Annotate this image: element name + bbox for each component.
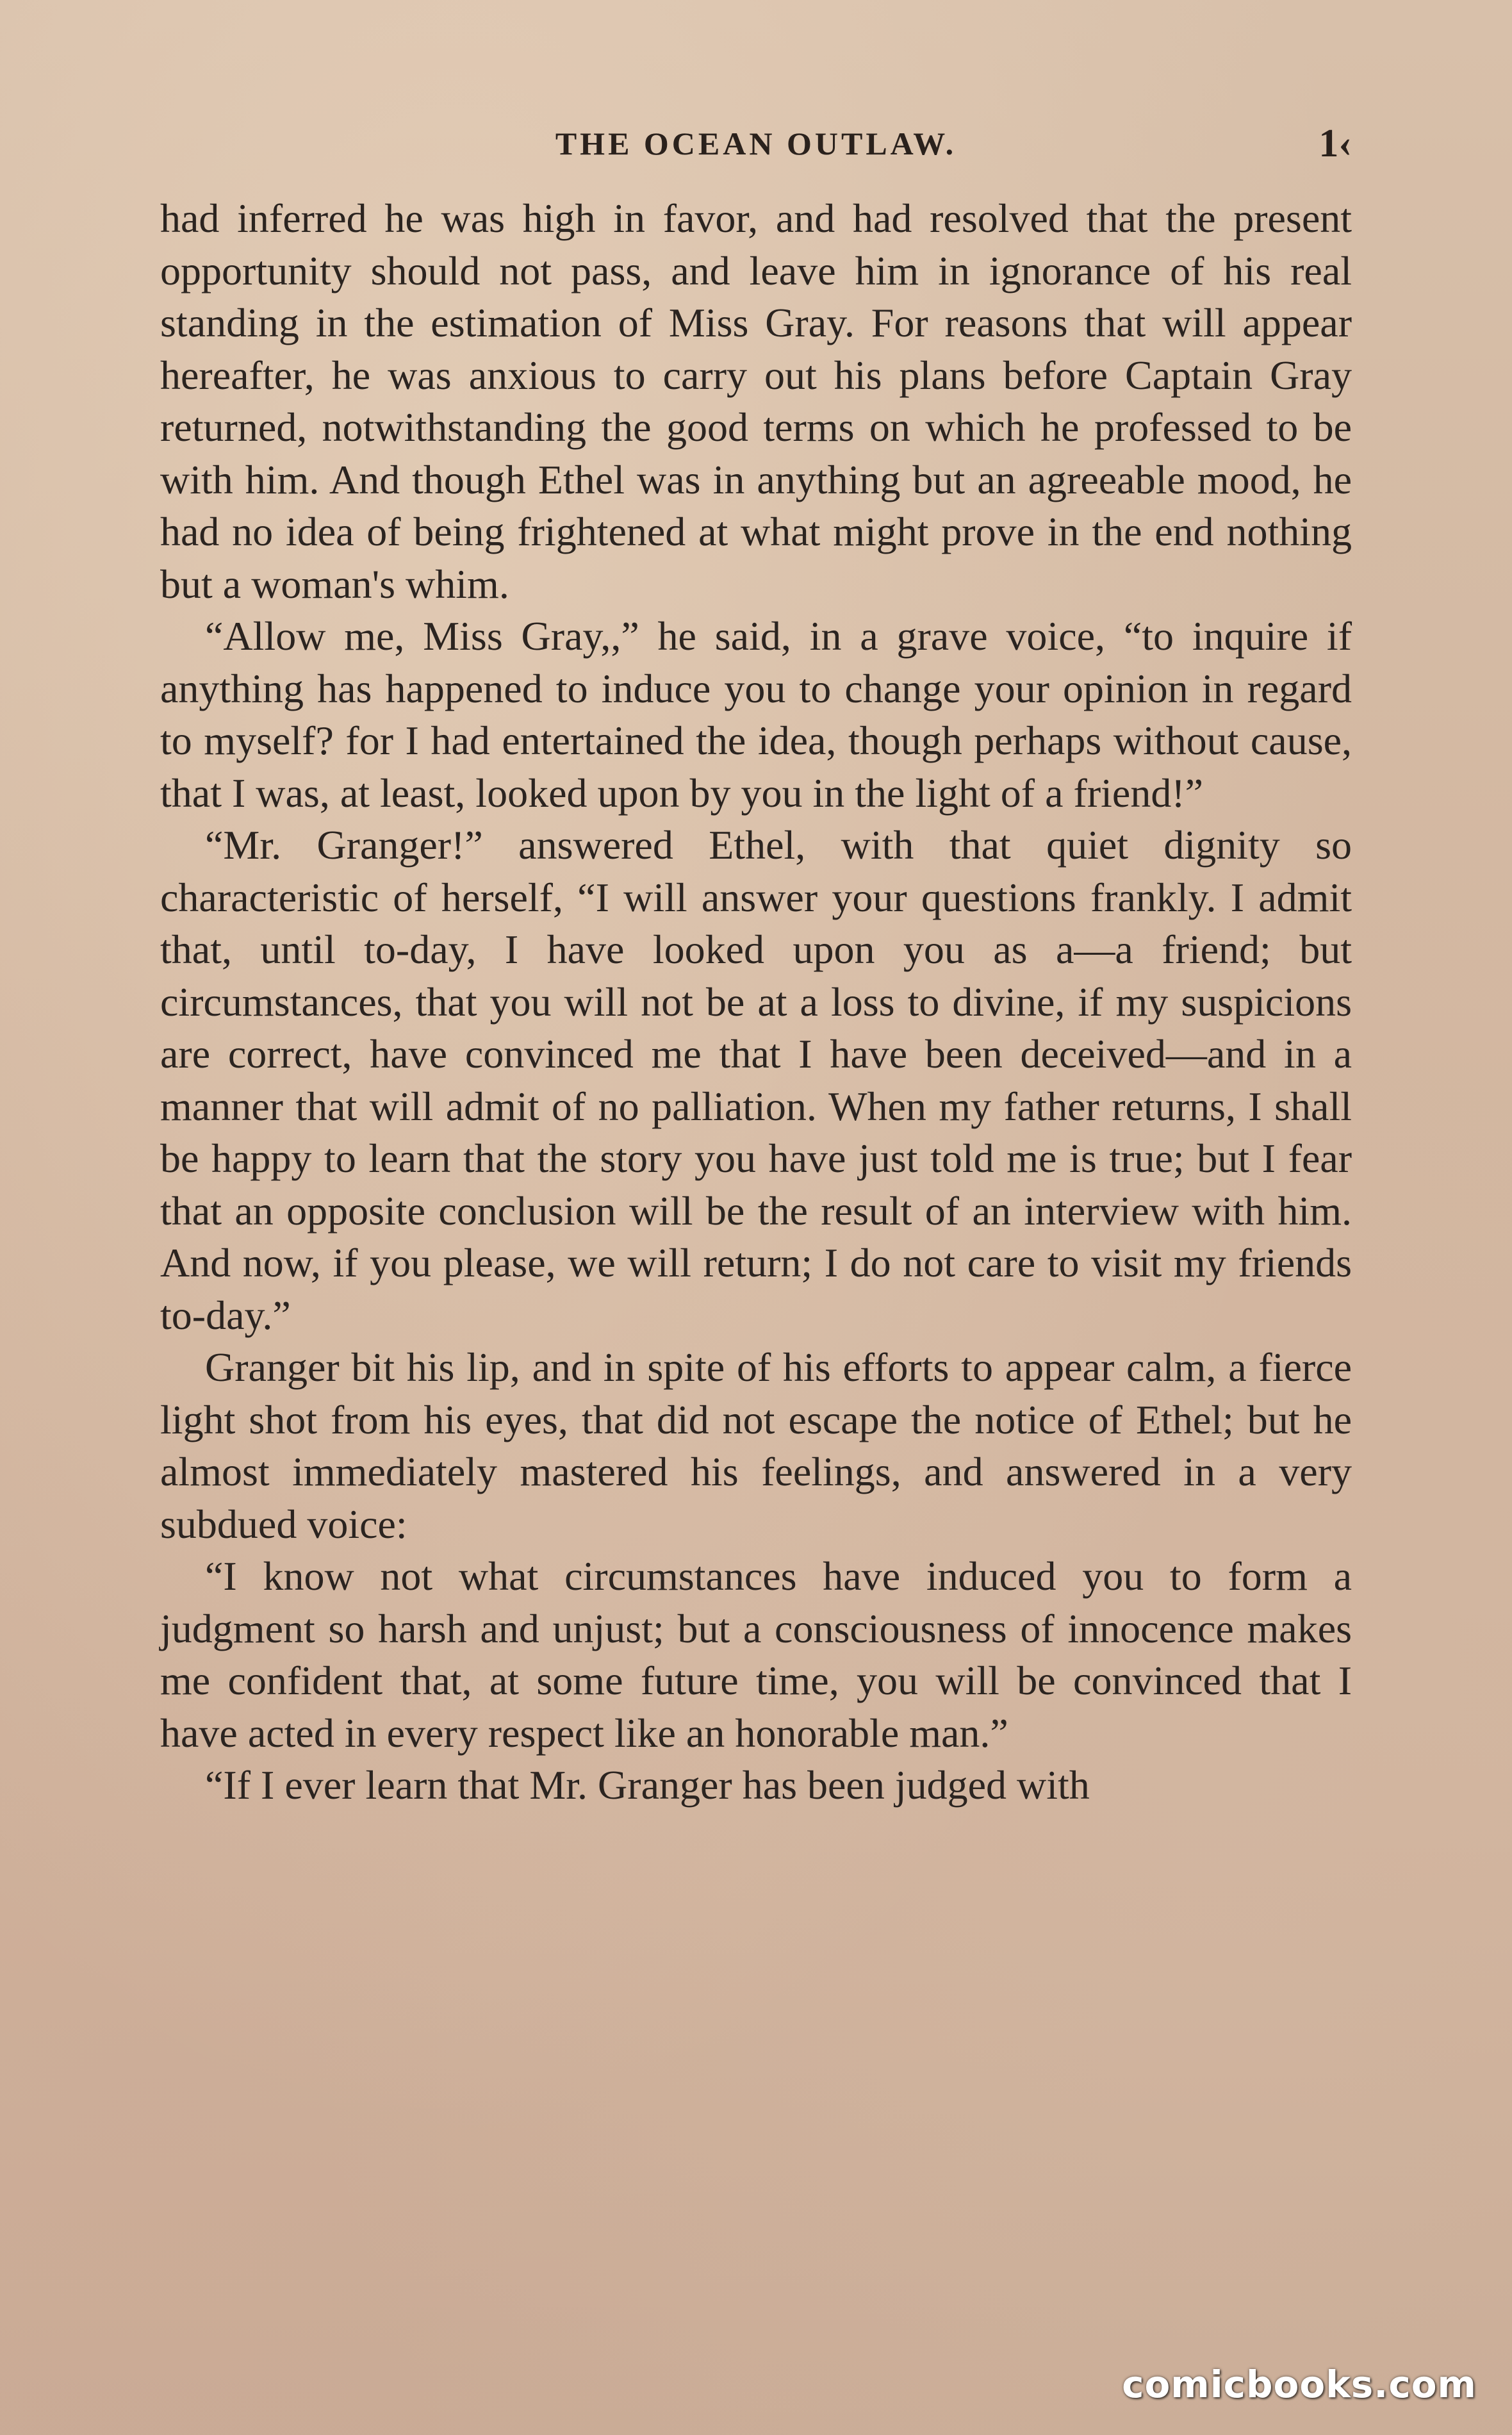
page-header [160,122,1352,170]
paragraph: had inferred he was high in favor, and had resolved that the present opportunity should not pass, and leave him in ignorance of his real standing in the estimation of Miss Gray. For reasons that will appear hereafter, he was anxious to carry out his plans before Captain Gray returned, notwithstanding the good terms on which he professed to be with him. And though Ethel was in anything but an agreeable mood, he had no idea of being frightened at what might prove in the end nothing but a woman's whim. [160,195,1352,607]
running-title: THE OCEAN OUTLAW. [555,126,957,161]
watermark: comicbooks.com [1122,2363,1477,2406]
paragraph: “Allow me, Miss Gray,,” he said, in a grave voice, “to inquire if anything has happened to induce you to change your opinion in regard to myself? for I had entertained the idea, though perhaps without cause, that I was, at least, looked upon by you in the light of a friend!” [160,613,1352,816]
text-body [160,192,1352,1812]
paragraph: “I know not what circumstances have induced you to form a judgment so harsh and unjust; but a consciousness of innocence makes me confident that, at some future time, you will be convinced that I have acted in every respect like an honorable man.” [160,1553,1352,1756]
paragraph: “If I ever learn that Mr. Granger has been judged with [205,1762,1090,1808]
paragraph: “Mr. Granger!” answered Ethel, with that quiet dignity so characteristic of herself, “I will answer your questions frankly. I admit that, until to-day, I have looked upon you as a—a friend; but circumstances, that you will not be at a loss to divine, if my suspicions are correct, have convinced me that I have been deceived—and in a manner that will admit of no palliation. When my father returns, I shall be happy to learn that the story you have just told me is true; but I fear that an opposite conclusion will be the result of an interview with him. And now, if you please, we will return; I do not care to visit my friends to-day.” [160,822,1352,1338]
page-number: 1‹ [1319,122,1352,165]
paragraph: Granger bit his lip, and in spite of his efforts to appear calm, a fierce light shot from his eyes, that did not escape the notice of Ethel; but he almost immediately mastered his feelings, and answered in a very subdued voice: [160,1344,1352,1547]
